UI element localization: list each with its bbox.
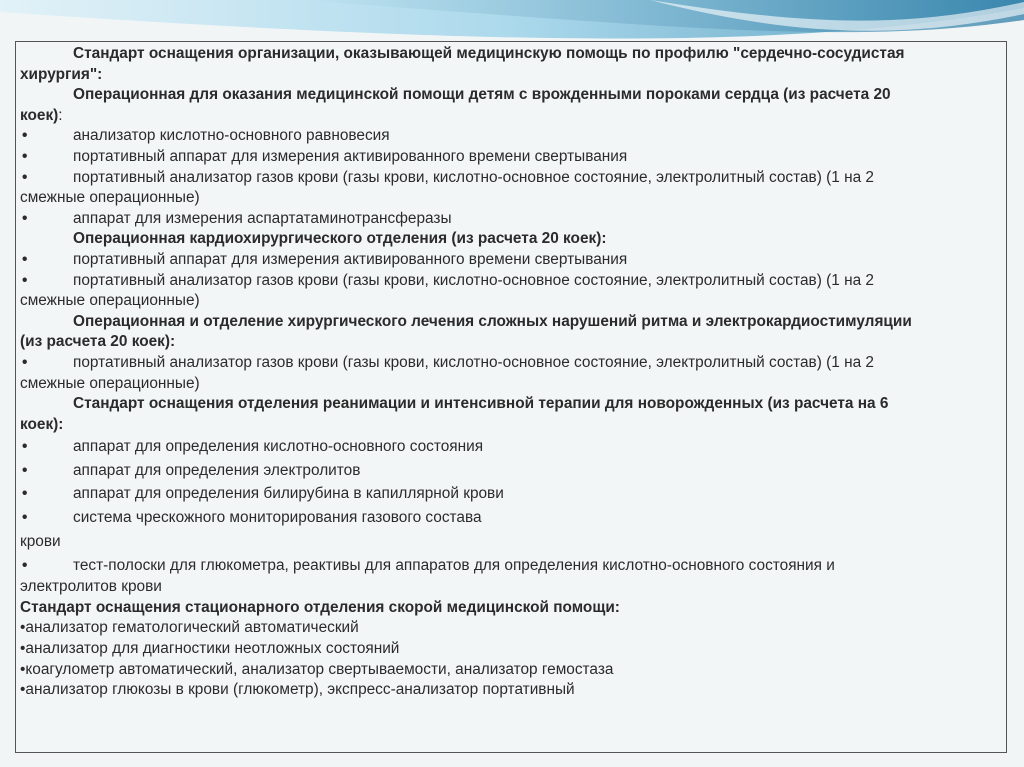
list-item-cont: смежные операционные) xyxy=(20,292,200,310)
bullet-icon: • xyxy=(22,353,28,371)
list-item-cont: электролитов крови xyxy=(20,578,162,596)
list-item xyxy=(20,250,1000,271)
list-item xyxy=(20,168,1000,189)
list-item-text: портативный аппарат для измерения активированного времени свертывания xyxy=(73,147,628,165)
list-item-text: тест-полоски для глюкометра, реактивы для аппаратов для определения кислотно-основного состояния и xyxy=(73,556,835,574)
list-item xyxy=(20,353,1000,374)
bullet-icon: • xyxy=(22,271,28,289)
heading-cardio-standard: Стандарт оснащения организации, оказывающей медицинскую помощь по профилю "сердечно-сосудистая xyxy=(73,45,905,62)
list-item-text: портативный анализатор газов крови (газы крови, кислотно-основное состояние, электролитный состав) (1 на 2 xyxy=(73,168,874,186)
bullet-icon: • xyxy=(22,127,28,145)
list-item xyxy=(20,147,1000,168)
heading-emergency-dept: Стандарт оснащения стационарного отделения скорой медицинской помощи: xyxy=(20,598,620,616)
list-item-text: система чрескожного мониторирования газового состава xyxy=(73,508,482,526)
colon-text: : xyxy=(58,106,63,124)
list-item-text: портативный анализатор газов крови (газы крови, кислотно-основное состояние, электролитный состав) (1 на 2 xyxy=(73,271,874,289)
heading-pediatric-or: Операционная для оказания медицинской помощи детям с врожденными пороками сердца (из расчета 20 xyxy=(73,86,891,104)
bullet-icon: • xyxy=(22,485,28,503)
bullet-icon: • xyxy=(22,461,28,479)
bullet-icon: • xyxy=(22,209,28,227)
list-item xyxy=(20,506,1000,530)
heading-neonatal-icu: Стандарт оснащения отделения реанимации и интенсивной терапии для новорожденных (из расчета на 6 xyxy=(73,395,889,413)
list-item-text: аппарат для определения кислотно-основного состояния xyxy=(73,438,484,456)
bullet-icon: • xyxy=(22,438,28,456)
bullet-icon: • xyxy=(22,556,28,574)
list-item-cont: смежные операционные) xyxy=(20,374,200,392)
bullet-icon: • xyxy=(22,147,28,165)
list-item-text: портативный анализатор газов крови (газы крови, кислотно-основное состояние, электролитный состав) (1 на 2 xyxy=(73,353,874,371)
list-item xyxy=(20,435,1000,459)
list-item: •коагулометр автоматический, анализатор свертываемости, анализатор гемостаза xyxy=(20,660,614,678)
list-item xyxy=(20,126,1000,147)
heading-pediatric-or-cont xyxy=(20,106,1000,127)
list-item xyxy=(20,209,1000,230)
list-item xyxy=(20,271,1000,292)
list-item-text: портативный аппарат для измерения активированного времени свертывания xyxy=(73,250,628,268)
list-item-cont: крови xyxy=(20,532,61,550)
heading-arrhythmia-or: Операционная и отделение хирургического лечения сложных нарушений ритма и электрокардиостимуляции xyxy=(73,312,912,330)
list-item: •анализатор для диагностики неотложных состояний xyxy=(20,640,400,658)
content-box xyxy=(15,41,1007,753)
list-item xyxy=(20,459,1000,483)
bullet-icon: • xyxy=(22,250,28,268)
list-item: •анализатор глюкозы в крови (глюкометр), экспресс-анализатор портативный xyxy=(20,681,575,699)
bullet-icon: • xyxy=(22,508,28,526)
list-item xyxy=(20,554,1000,578)
list-item-text: аппарат для определения билирубина в капиллярной крови xyxy=(73,485,504,503)
list-item: •анализатор гематологический автоматический xyxy=(20,619,359,637)
list-item-text: аппарат для определения электролитов xyxy=(73,461,361,479)
bullet-icon: • xyxy=(22,168,28,186)
list-item-text: аппарат для измерения аспартатаминотрансферазы xyxy=(73,209,452,227)
list-item-text: анализатор кислотно-основного равновесия xyxy=(73,127,390,145)
beds-text: коек) xyxy=(20,106,59,124)
heading-arrhythmia-or-cont: (из расчета 20 коек): xyxy=(20,333,176,351)
heading-neonatal-icu-cont: коек): xyxy=(20,415,64,433)
list-item xyxy=(20,482,1000,506)
list-item-cont: смежные операционные) xyxy=(20,189,200,207)
heading-cardiosurgery-or: Операционная кардиохирургического отделения (из расчета 20 коек): xyxy=(73,230,607,248)
heading-cardio-standard-cont: хирургия": xyxy=(20,65,103,83)
